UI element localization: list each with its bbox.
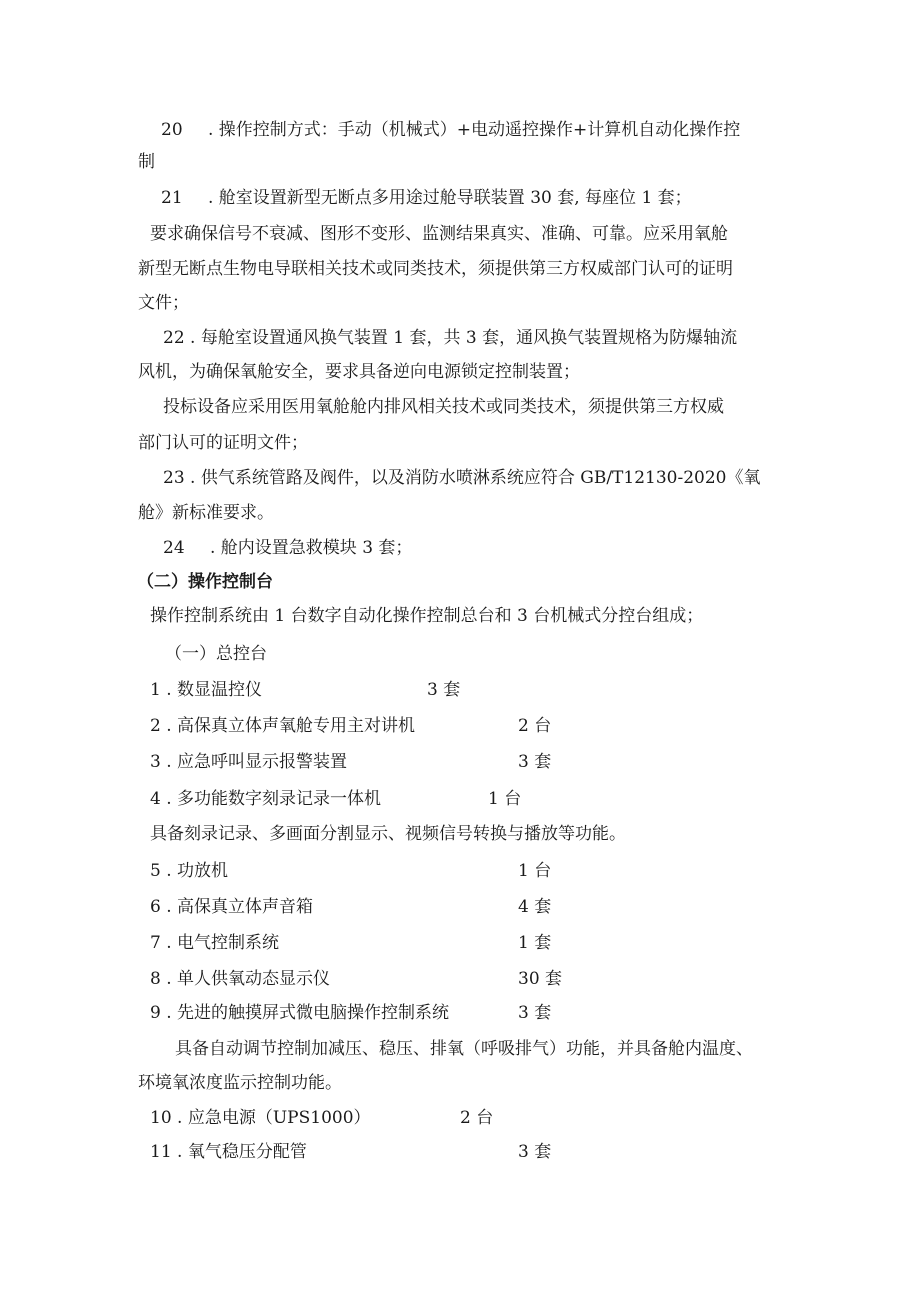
sub-heading: （一）总控台 — [165, 644, 267, 664]
equipment-item-8-name: 8 . 单人供氧动态显示仪 — [150, 969, 331, 989]
item-21-paragraph-line-1: 要求确保信号不衰减、图形不变形、监测结果真实、准确、可靠。应采用氧舱 — [150, 224, 728, 244]
equipment-item-6-qty: 4 套 — [518, 897, 552, 917]
item-24-text: . 舱内设置急救模块 3 套； — [210, 538, 413, 558]
equipment-item-10-qty: 2 台 — [460, 1108, 494, 1128]
equipment-item-1-name: 1 . 数显温控仪 — [150, 680, 263, 700]
item-20-continuation: 制 — [138, 152, 155, 172]
equipment-item-3-qty: 3 套 — [518, 752, 552, 772]
equipment-item-1-qty: 3 套 — [427, 680, 461, 700]
equipment-item-5-name: 5 . 功放机 — [150, 861, 229, 881]
equipment-item-11-name: 11 . 氧气稳压分配管 — [150, 1142, 307, 1162]
item-23-line-1: 23 . 供气系统管路及阀件，以及消防水喷淋系统应符合 GB/T12130-2020《氧 — [163, 468, 761, 488]
equipment-item-7-name: 7 . 电气控制系统 — [150, 933, 280, 953]
item-21-paragraph-line-2: 新型无断点生物电导联相关技术或同类技术，须提供第三方权威部门认可的证明 — [138, 259, 733, 279]
item-21-paragraph-line-3: 文件； — [138, 293, 189, 313]
equipment-item-4-qty: 1 台 — [488, 789, 522, 809]
item-22-line-2: 风机，为确保氧舱安全，要求具备逆向电源锁定控制装置； — [138, 362, 580, 382]
equipment-item-4-name: 4 . 多功能数字刻录记录一体机 — [150, 789, 382, 809]
equipment-item-5-qty: 1 台 — [518, 861, 552, 881]
equipment-item-10-name: 10 . 应急电源（UPS1000） — [150, 1108, 371, 1128]
equipment-item-9-note-line-2: 环境氧浓度监示控制功能。 — [138, 1073, 342, 1093]
equipment-item-7-qty: 1 套 — [518, 933, 552, 953]
item-22-paragraph-line-2: 部门认可的证明文件； — [138, 433, 308, 453]
item-21-text: . 舱室设置新型无断点多用途过舱导联装置 30 套, 每座位 1 套； — [208, 188, 692, 208]
section-heading: （二）操作控制台 — [137, 572, 273, 592]
item-22-paragraph-line-1: 投标设备应采用医用氧舱舱内排风相关技术或同类技术，须提供第三方权威 — [163, 397, 724, 417]
equipment-item-2-qty: 2 台 — [518, 716, 552, 736]
equipment-item-11-qty: 3 套 — [518, 1142, 552, 1162]
item-21-number: 21 — [161, 188, 183, 208]
equipment-item-9-qty: 3 套 — [518, 1003, 552, 1023]
equipment-item-8-qty: 30 套 — [518, 969, 563, 989]
item-24-number: 24 — [163, 538, 185, 558]
section-intro: 操作控制系统由 1 台数字自动化操作控制总台和 3 台机械式分控台组成； — [150, 606, 704, 626]
item-23-line-2: 舱》新标准要求。 — [138, 503, 274, 523]
item-20-number: 20 — [161, 120, 183, 140]
item-22-line-1: 22 . 每舱室设置通风换气装置 1 套，共 3 套，通风换气装置规格为防爆轴流 — [163, 328, 738, 348]
equipment-item-9-note-line-1: 具备自动调节控制加减压、稳压、排氧（呼吸排气）功能，并具备舱内温度、 — [175, 1039, 753, 1059]
equipment-item-4-note: 具备刻录记录、多画面分割显示、视频信号转换与播放等功能。 — [150, 824, 626, 844]
item-20-text: . 操作控制方式：手动（机械式）+电动遥控操作+计算机自动化操作控 — [208, 120, 741, 140]
equipment-item-2-name: 2 . 高保真立体声氧舱专用主对讲机 — [150, 716, 416, 736]
equipment-item-9-name: 9 . 先进的触摸屏式微电脑操作控制系统 — [150, 1003, 450, 1023]
equipment-item-3-name: 3 . 应急呼叫显示报警装置 — [150, 752, 348, 772]
equipment-item-6-name: 6 . 高保真立体声音箱 — [150, 897, 314, 917]
